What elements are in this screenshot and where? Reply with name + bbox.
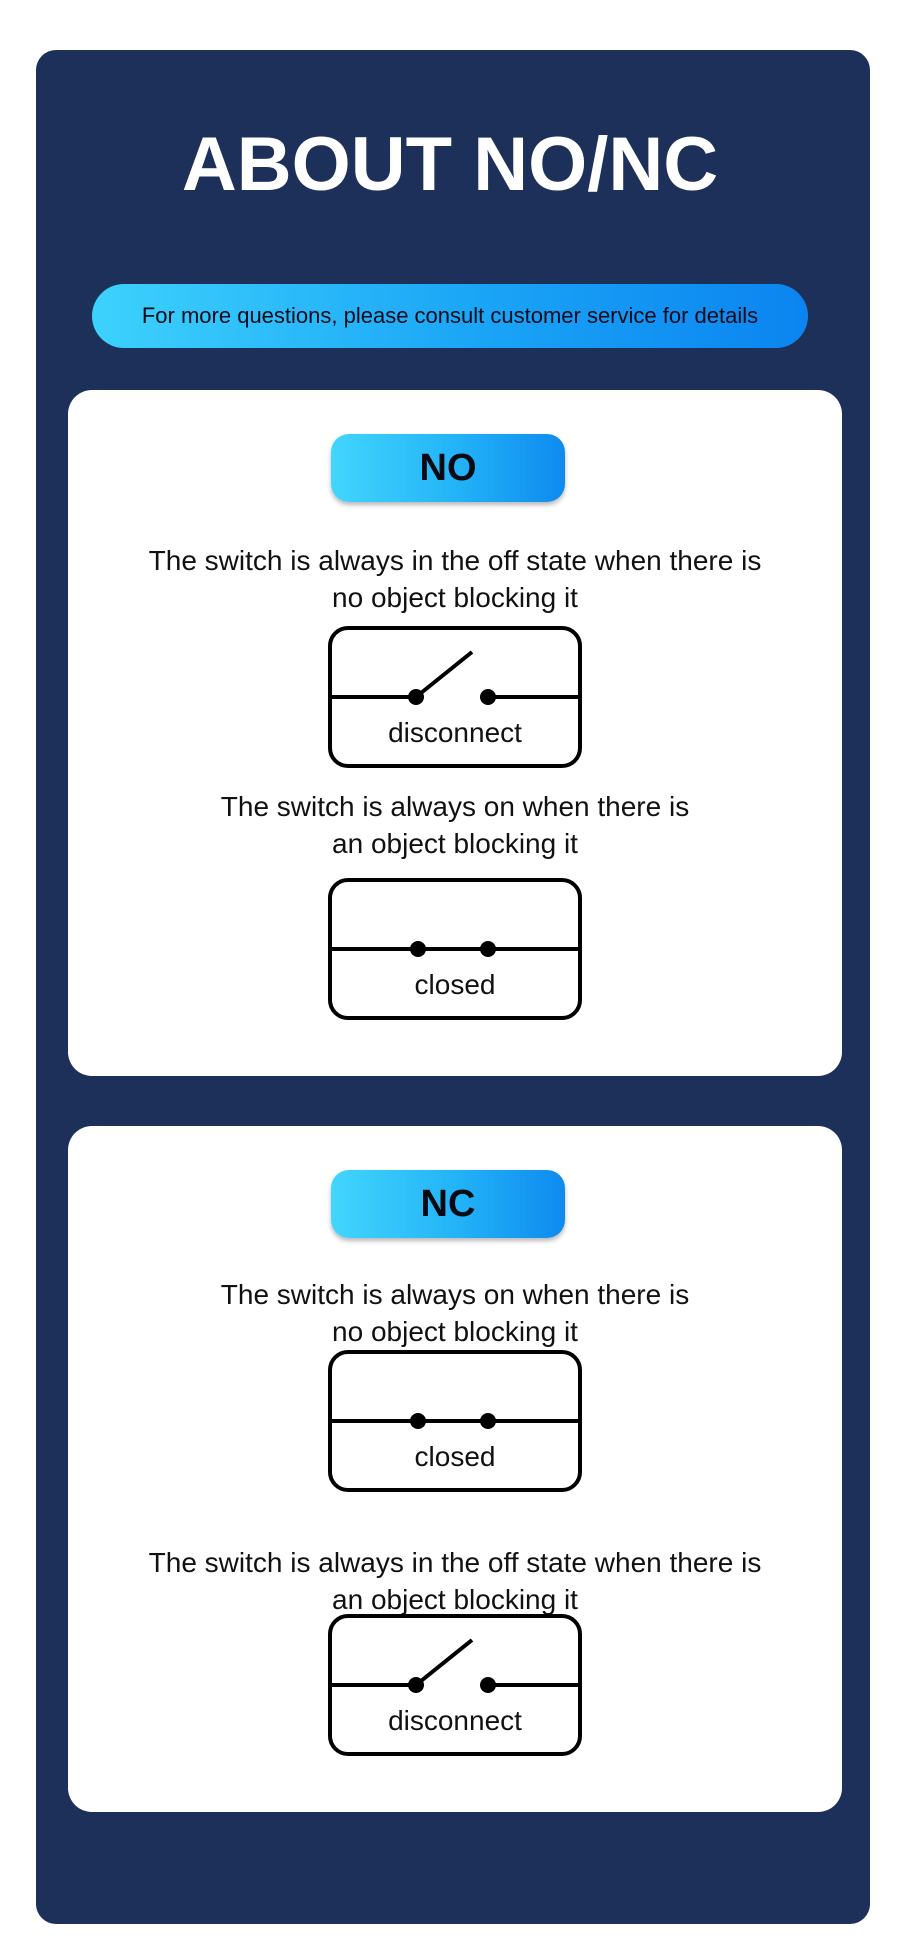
nc-state-2-description: The switch is always in the off state when there is an object blocking it xyxy=(148,1547,762,1615)
customer-service-notice: For more questions, please consult customer service for details xyxy=(92,284,808,348)
page-title: ABOUT NO/NC xyxy=(181,122,719,207)
switch-label: closed xyxy=(414,1441,496,1472)
switch-closed-icon xyxy=(328,1350,582,1492)
no-badge: NO xyxy=(331,434,565,502)
switch-label: disconnect xyxy=(388,1705,522,1736)
switch-label: disconnect xyxy=(388,717,522,748)
switch-closed-icon xyxy=(328,878,582,1020)
nc-badge: NC xyxy=(331,1170,565,1238)
nc-state-1-description: The switch is always on when there is no object blocking it xyxy=(220,1279,690,1347)
switch-label: closed xyxy=(414,969,496,1000)
no-state-1-description: The switch is always in the off state when there is no object blocking it xyxy=(148,545,762,613)
nc-section-card xyxy=(68,1126,842,1812)
no-state-2-description: The switch is always on when there is an object blocking it xyxy=(220,791,690,859)
switch-open-icon xyxy=(328,626,582,768)
no-section-card xyxy=(68,390,842,1076)
switch-open-icon xyxy=(328,1614,582,1756)
